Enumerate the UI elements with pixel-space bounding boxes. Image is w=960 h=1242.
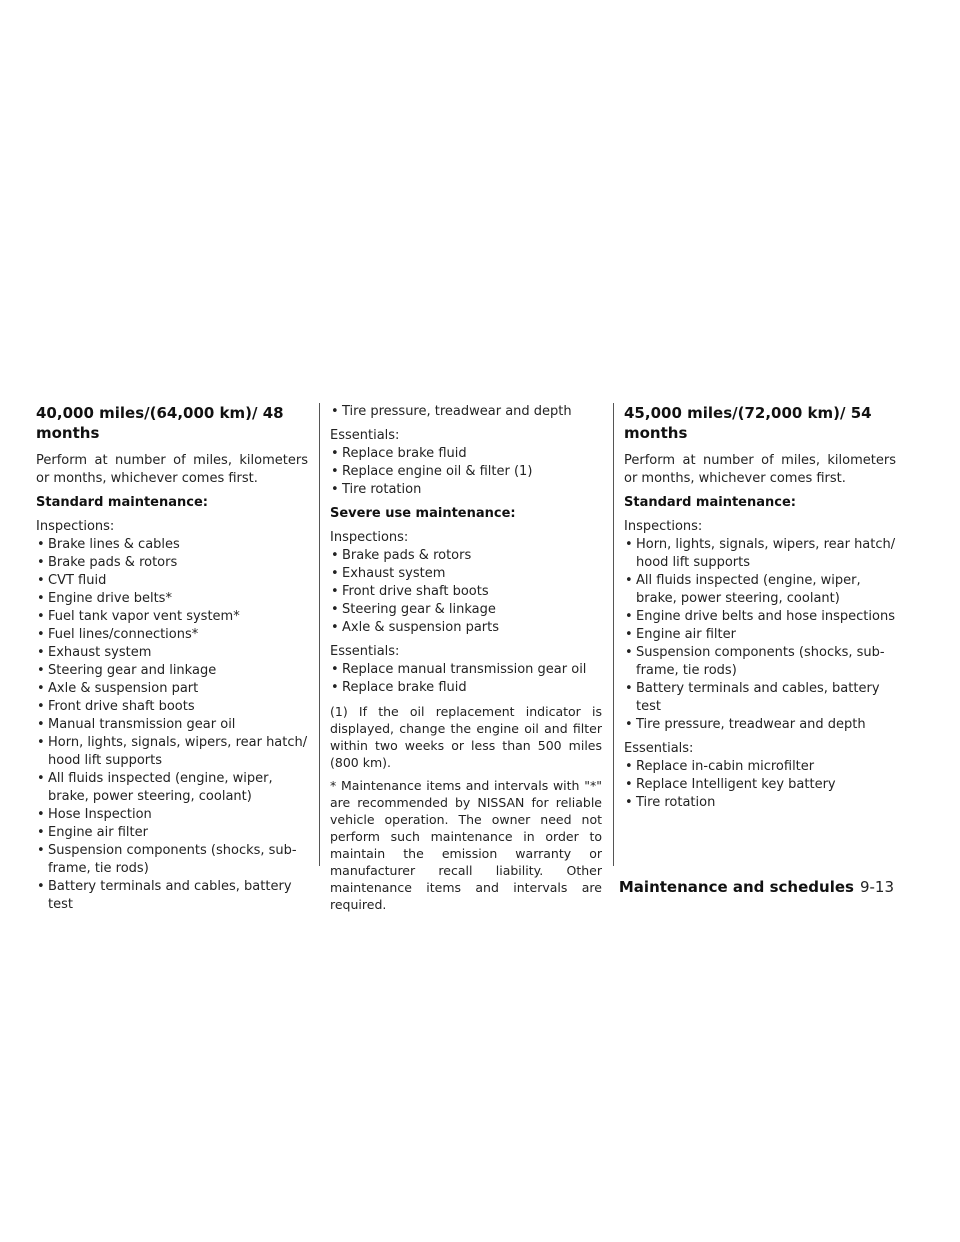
list-item: • Axle & suspension part: [36, 680, 308, 698]
list-item: • Engine air filter: [36, 824, 308, 842]
list-item: • Replace brake fluid: [330, 445, 602, 463]
list-item: • Fuel tank vapor vent system*: [36, 608, 308, 626]
inspection-list: [36, 536, 308, 914]
list-item: • Battery terminals and cables, battery test: [36, 878, 308, 914]
list-item: • Brake pads & rotors: [330, 547, 602, 565]
standard-maintenance-label: Standard maintenance:: [36, 495, 208, 510]
list-item: • Manual transmission gear oil: [36, 716, 308, 734]
list-item: • Replace in-cabin microfilter: [624, 758, 896, 776]
severe-essentials-list: [330, 661, 602, 697]
list-item: • Brake lines & cables: [36, 536, 308, 554]
list-item: • Battery terminals and cables, battery test: [624, 680, 896, 716]
continued-list: [330, 403, 602, 421]
column-45000-miles: [624, 403, 896, 818]
list-item: • Engine air filter: [624, 626, 896, 644]
column-40000-miles: [36, 403, 308, 920]
list-item: • Suspension components (shocks, sub-frame, tie rods): [36, 842, 308, 878]
page-footer: [619, 877, 894, 896]
list-item: • Replace manual transmission gear oil: [330, 661, 602, 679]
column-divider: [613, 403, 614, 866]
page-number: 9-13: [859, 878, 894, 896]
list-item: • Front drive shaft boots: [330, 583, 602, 601]
severe-maintenance-label: Severe use maintenance:: [330, 506, 516, 521]
standard-maintenance-label: Standard maintenance:: [624, 495, 796, 510]
list-item: • All fluids inspected (engine, wiper, brake, power steering, coolant): [624, 572, 896, 608]
list-item: • Engine drive belts*: [36, 590, 308, 608]
list-item: • Steering gear and linkage: [36, 662, 308, 680]
list-item: • Tire rotation: [330, 481, 602, 499]
list-item: • Exhaust system: [330, 565, 602, 583]
list-item: • Brake pads & rotors: [36, 554, 308, 572]
list-item: • Replace Intelligent key battery: [624, 776, 896, 794]
list-item: • Front drive shaft boots: [36, 698, 308, 716]
column-divider: [319, 403, 320, 866]
list-item: • Replace brake fluid: [330, 679, 602, 697]
column-continued: [330, 403, 602, 919]
severe-inspection-list: [330, 547, 602, 637]
intro-text: Perform at number of miles, kilometers or months, whichever comes first.: [624, 453, 896, 486]
inspections-label: Inspections:: [36, 519, 115, 534]
essentials-label: Essentials:: [624, 741, 694, 756]
list-item: • CVT fluid: [36, 572, 308, 590]
inspection-list: [624, 536, 896, 734]
essentials-list: [624, 758, 896, 812]
list-item: • All fluids inspected (engine, wiper, brake, power steering, coolant): [36, 770, 308, 806]
essentials-label: Essentials:: [330, 428, 400, 443]
list-item: • Horn, lights, signals, wipers, rear hatch/ hood lift supports: [624, 536, 896, 572]
list-item: • Axle & suspension parts: [330, 619, 602, 637]
footer-section-title: Maintenance and schedules: [618, 878, 854, 896]
essentials-label: Essentials:: [330, 644, 400, 659]
list-item: • Horn, lights, signals, wipers, rear hatch/ hood lift supports: [36, 734, 308, 770]
list-item: • Replace engine oil & filter (1): [330, 463, 602, 481]
list-item: • Tire rotation: [624, 794, 896, 812]
list-item: • Engine drive belts and hose inspections: [624, 608, 896, 626]
list-item: • Tire pressure, treadwear and depth: [330, 403, 602, 421]
list-item: • Hose Inspection: [36, 806, 308, 824]
section-heading: 45,000 miles/(72,000 km)/ 54 months: [624, 404, 872, 442]
list-item: • Steering gear & linkage: [330, 601, 602, 619]
list-item: • Tire pressure, treadwear and depth: [624, 716, 896, 734]
footnote-oil-indicator: (1) If the oil replacement indicator is displayed, change the engine oil and filter within two weeks or less than 500 miles (800 km).: [330, 704, 602, 770]
inspections-label: Inspections:: [624, 519, 703, 534]
inspections-label: Inspections:: [330, 530, 409, 545]
footnote-asterisk: * Maintenance items and intervals with "*" are recommended by NISSAN for reliable vehicle operation. The owner need not perform such maintenance in order to maintain the emission warranty or manufacturer recall liability. Other maintenance items and intervals are required.: [330, 778, 602, 912]
intro-text: Perform at number of miles, kilometers or months, whichever comes first.: [36, 453, 308, 486]
list-item: • Exhaust system: [36, 644, 308, 662]
section-heading: 40,000 miles/(64,000 km)/ 48 months: [36, 404, 284, 442]
essentials-list: [330, 445, 602, 499]
list-item: • Suspension components (shocks, sub-frame, tie rods): [624, 644, 896, 680]
list-item: • Fuel lines/connections*: [36, 626, 308, 644]
